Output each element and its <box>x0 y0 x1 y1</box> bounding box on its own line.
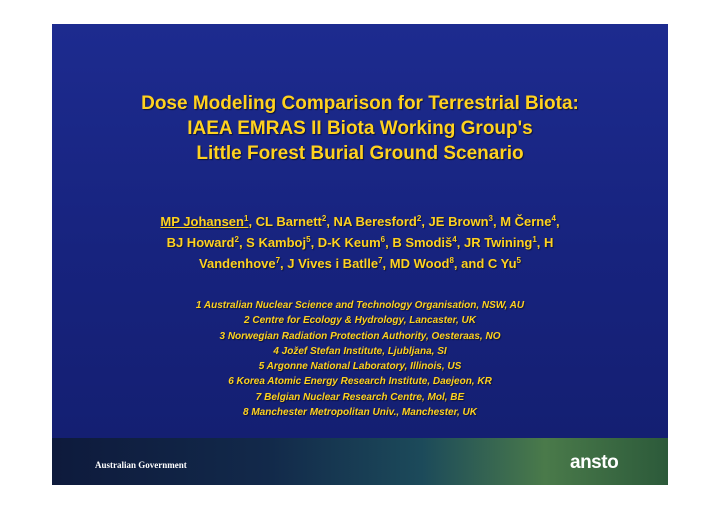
author: , JE Brown$^3$ <box>421 214 493 229</box>
author: , MD Wood$^8$ <box>382 256 454 271</box>
affiliation-5: 5 Argonne National Laboratory, Illinois, US <box>258 361 462 373</box>
affiliation-8: 8 Manchester Metropolitan Univ., Manchester, UK <box>243 407 477 419</box>
author: , H <box>536 235 554 250</box>
slide-title <box>52 91 668 166</box>
affiliation-6: 6 Korea Atomic Energy Research Institute, Daejeon, KR <box>228 376 492 388</box>
author: , D-K Keum$^6$ <box>310 235 386 250</box>
author: , CL Barnett$^2$ <box>248 214 327 229</box>
affiliation-list <box>52 298 668 420</box>
author-list <box>52 211 668 274</box>
australian-government-label: Australian Government <box>95 460 187 470</box>
author: BJ Howard$^2$ <box>166 235 239 250</box>
footer-banner <box>52 438 668 485</box>
affiliation-3: 3 Norwegian Radiation Protection Authority, Oesteraas, NO <box>219 330 501 342</box>
ansto-logo: ansto <box>570 452 619 473</box>
author: , M Černe$^4$ <box>492 214 556 229</box>
author: , JR Twining$^1$ <box>456 235 537 250</box>
author: , S Kamboj$^5$ <box>238 235 311 250</box>
affiliation-1: 1 Australian Nuclear Science and Technology Organisation, NSW, AU <box>195 300 525 311</box>
lead-author: MP Johansen$^1$ <box>160 214 249 229</box>
author-line-3 <box>52 253 668 274</box>
author-line-1 <box>52 211 668 232</box>
author: , NA Beresford$^2$ <box>326 214 422 229</box>
title-line-1: Dose Modeling Comparison for Terrestrial Biota: <box>141 93 579 114</box>
title-line-3: Little Forest Burial Ground Scenario <box>196 143 524 164</box>
slide <box>52 24 668 485</box>
author: Vandenhove$^7$ <box>199 256 281 271</box>
affiliation-4: 4 Jožef Stefan Institute, Ljubljana, SI <box>273 345 447 357</box>
author-separator: , <box>555 214 560 229</box>
author: , and C Yu$^5$ <box>453 256 521 271</box>
affiliation-7: 7 Belgian Nuclear Research Centre, Mol, BE <box>255 391 465 403</box>
author: , J Vives i Batlle$^7$ <box>280 256 383 271</box>
affiliation-2: 2 Centre for Ecology & Hydrology, Lancaster, UK <box>244 315 476 327</box>
title-line-2: IAEA EMRAS II Biota Working Group's <box>187 118 533 139</box>
author: , B Smodiš$^4$ <box>385 235 457 250</box>
author-line-2 <box>52 232 668 253</box>
